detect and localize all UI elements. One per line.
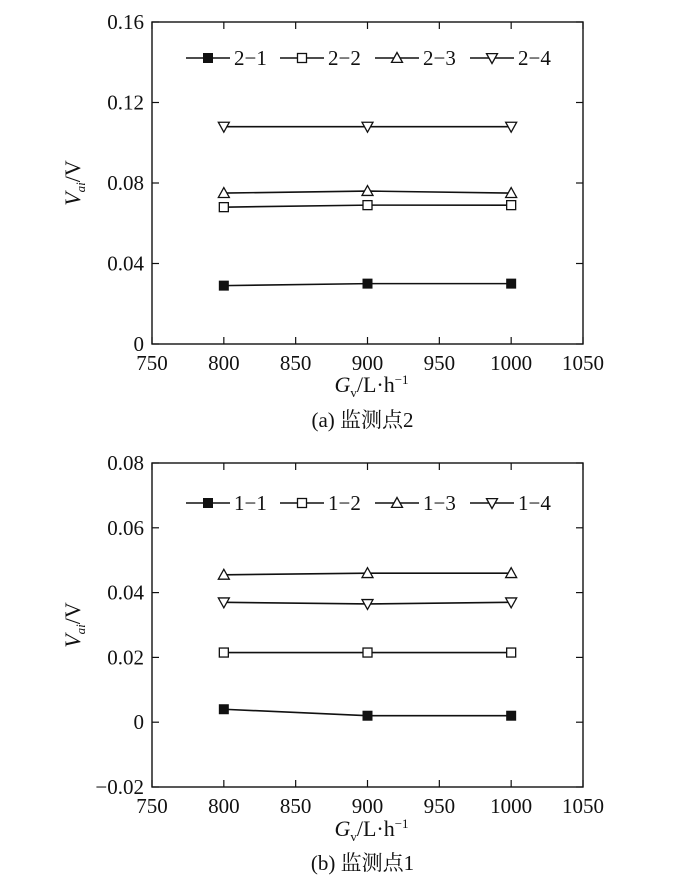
legend xyxy=(186,491,551,515)
series-1−1 xyxy=(219,705,515,720)
chart-panel-1 xyxy=(60,10,604,432)
plot-frame xyxy=(152,22,583,344)
legend-label: 1−3 xyxy=(423,491,456,515)
x-tick-label: 950 xyxy=(423,351,456,375)
x-tick-label: 800 xyxy=(208,794,240,818)
legend xyxy=(186,46,551,70)
y-tick-label: 0.02 xyxy=(107,645,144,670)
series-2−1 xyxy=(219,279,515,290)
x-tick-label: 900 xyxy=(351,351,384,375)
legend-marker xyxy=(298,54,307,63)
data-point xyxy=(219,203,228,212)
data-point xyxy=(219,281,228,290)
y-tick-label: 0.04 xyxy=(107,251,144,276)
y-tick-label: 0.08 xyxy=(107,451,144,475)
series-1−2 xyxy=(219,648,515,657)
data-point xyxy=(507,201,516,210)
x-axis-title: $G_v/L\cdot h^{-1}$ xyxy=(334,372,409,400)
data-point xyxy=(507,711,516,720)
legend-marker xyxy=(204,499,213,508)
figure-caption: (b) 监测点1 xyxy=(310,851,415,875)
series-2−4 xyxy=(218,122,516,132)
data-point xyxy=(363,279,372,288)
y-tick-label: 0 xyxy=(133,332,144,356)
legend-label: 1−4 xyxy=(518,491,551,515)
x-tick-label: 900 xyxy=(351,794,384,818)
legend-marker xyxy=(204,54,213,63)
legend-marker xyxy=(298,499,307,508)
figure-caption: (a) 监测点2 xyxy=(311,408,414,432)
legend-label: 1−2 xyxy=(328,491,361,515)
x-tick-label: 1000 xyxy=(490,351,533,375)
x-axis-title: $G_v/L\cdot h^{-1}$ xyxy=(334,816,409,844)
x-tick-label: 800 xyxy=(208,351,240,375)
data-point xyxy=(363,711,372,720)
data-point xyxy=(363,648,372,657)
x-tick-label: 1000 xyxy=(490,794,533,818)
x-tick-label: 850 xyxy=(279,351,312,375)
y-tick-label: −0.02 xyxy=(95,775,144,799)
chart-panel-2 xyxy=(60,451,604,875)
y-tick-label: 0.04 xyxy=(107,580,144,605)
data-point xyxy=(507,279,516,288)
y-axis-title: $V_{ai}/V$ xyxy=(60,160,88,206)
legend-label: 1−1 xyxy=(234,491,267,515)
data-point xyxy=(363,201,372,210)
data-point xyxy=(219,648,228,657)
x-tick-label: 750 xyxy=(136,351,168,375)
x-tick-label: 850 xyxy=(279,794,312,818)
y-tick-label: 0.12 xyxy=(107,90,144,115)
series-1−4 xyxy=(218,598,516,610)
legend-label: 2−3 xyxy=(423,46,456,70)
legend-label: 2−4 xyxy=(518,46,551,70)
x-tick-label: 1050 xyxy=(562,794,604,818)
data-point xyxy=(219,705,228,714)
y-axis-title: $V_{ai}/V$ xyxy=(60,602,88,648)
y-tick-label: 0.16 xyxy=(107,10,144,34)
y-tick-label: 0 xyxy=(133,710,144,735)
x-tick-label: 950 xyxy=(423,794,456,818)
x-tick-label: 1050 xyxy=(562,351,604,375)
series-2−3 xyxy=(218,186,516,198)
y-tick-label: 0.08 xyxy=(107,171,144,195)
series-2−2 xyxy=(219,201,515,212)
series-1−3 xyxy=(218,568,516,580)
legend-label: 2−2 xyxy=(328,46,361,70)
legend-label: 2−1 xyxy=(234,46,267,70)
y-tick-label: 0.06 xyxy=(107,515,144,540)
data-point xyxy=(507,648,516,657)
x-tick-label: 750 xyxy=(136,794,168,818)
